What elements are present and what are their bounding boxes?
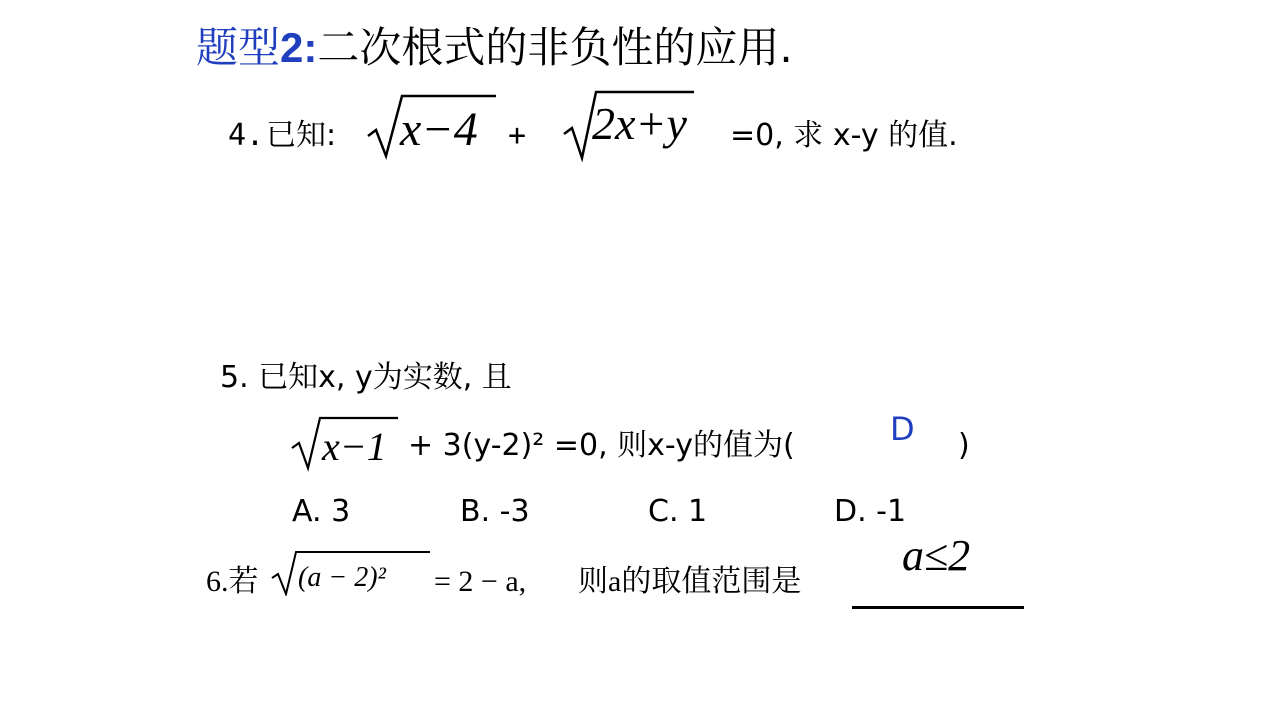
- q5-option-b: B. -3: [460, 494, 530, 529]
- q4-lead: 已知:: [266, 118, 337, 153]
- q5-close: ): [958, 428, 970, 463]
- q6-radicand: (a − 2)²: [298, 562, 386, 593]
- q5-option-c: C. 1: [648, 494, 708, 529]
- title-number: 2:: [280, 24, 318, 71]
- q5-line1: 5. 已知x, y为实数, 且: [220, 360, 512, 395]
- q4-number: 4.: [228, 118, 265, 153]
- title-prefix: 题型: [196, 23, 281, 72]
- q6-number: 6.若: [206, 565, 259, 598]
- q5-option-a: A. 3: [292, 494, 351, 529]
- q6-tail: 则a的取值范围是: [578, 565, 802, 598]
- q5-mid: + 3(y-2)² =0, 则x-y的值为(: [408, 428, 795, 463]
- q5-answer: D: [890, 410, 915, 448]
- q4-radicand-1: x−4: [400, 103, 478, 156]
- q5-option-d: D. -1: [834, 494, 907, 529]
- q4-radicand-2: 2x+y: [592, 98, 687, 149]
- answer-blank-line: [852, 606, 1024, 609]
- q4-tail: =0, 求 x-y 的值.: [730, 118, 958, 153]
- q4-plus: +: [508, 118, 527, 153]
- section-title: [196, 22, 793, 74]
- q5-radicand: x−1: [322, 424, 387, 469]
- q6-equation: = 2 − a,: [434, 565, 527, 598]
- title-text: 二次根式的非负性的应用.: [317, 23, 793, 72]
- q6-answer: a≤2: [902, 531, 971, 580]
